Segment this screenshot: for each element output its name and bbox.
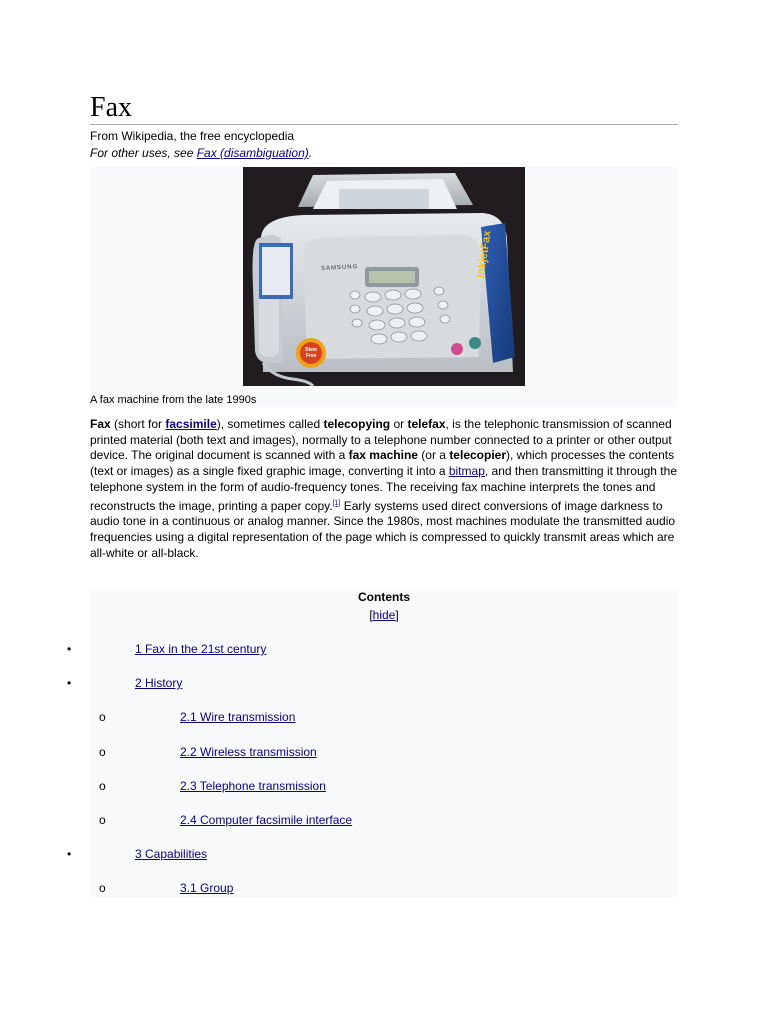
toc-item[interactable]: 2 History [135,676,183,690]
fax-machine-image [243,167,525,386]
toc-item[interactable]: 2.1 Wire transmission [180,710,296,724]
toc-hide-link[interactable]: hide [372,608,396,622]
figure-caption: A fax machine from the late 1990s [90,394,257,406]
fax-side-label: InkjetFax [475,229,494,279]
toc-bullet: • [67,847,72,861]
bracket: [ [369,608,373,622]
bitmap-link[interactable]: bitmap [448,464,485,479]
term-telefax: telefax [407,417,446,431]
site-tagline: From Wikipedia, the free encyclopedia [90,129,295,143]
toc-subbullet: o [99,881,106,895]
bracket: ] [395,608,399,622]
fax-brand-label: SAMSUNG [320,264,359,272]
hatnote-suffix: . [308,146,313,160]
reference-link[interactable]: [1] [332,499,341,507]
toc-bullet: • [67,676,72,690]
toc-bullet: • [67,642,72,656]
toc-item[interactable]: 2.2 Wireless transmission [180,745,317,759]
text: (short for [110,417,166,431]
infobox-figure [90,167,678,407]
toc-subbullet: o [99,779,106,793]
text: , and then transmitting it through the telephone system in the form of audio-frequency tones. The receiving fax machine interprets the tones and reconstructs the image, printing a paper copy. [90,464,677,513]
disambiguation-link[interactable]: Fax (disambiguation) [196,146,309,160]
term-fax-machine: fax machine [348,448,418,463]
toc-item[interactable]: 3.1 Group [180,881,234,895]
hatnote [90,145,678,161]
toc-item[interactable]: 1 Fax in the 21st century [135,642,267,656]
toc-subbullet: o [99,710,106,724]
term-telecopier: telecopier [449,448,507,463]
toc-title: Contents [358,590,410,604]
fax-sticker-label: Stew Free [305,347,317,359]
intro-paragraph [90,417,678,561]
text: (or a [417,448,450,463]
term-fax: Fax [90,417,111,431]
term-telecopying: telecopying [323,417,391,431]
toc-toggle [90,608,678,622]
text: ), which processes the contents (text or images) as a single fixed graphic image, converting it into a [90,448,675,479]
toc-subbullet: o [99,813,106,827]
hatnote-prefix: For other uses, see [90,146,197,160]
text: ), sometimes called [216,417,324,431]
toc-item[interactable]: 2.4 Computer facsimile interface [180,813,353,827]
text: Early systems used direct conversions of image darkness to audio tone in a continuous or analog manner. Since the 1980s, most machines modulate the transmitted audio frequencies using a digital representation of the page which is compressed to quickly transmit areas which are all-white or all-black. [90,498,676,560]
text: or [390,417,408,431]
article [90,92,678,561]
toc-item[interactable]: 2.3 Telephone transmission [180,779,326,793]
text: , is the telephonic transmission of scanned printed material (both text and images), normally to a telephone number connected to a printer or other output device. The original document is scanned with a [90,417,672,463]
toc-item[interactable]: 3 Capabilities [135,847,208,861]
toc-subbullet: o [99,745,106,759]
page-title: Fax [90,92,132,123]
title-divider [90,124,678,125]
facsimile-link[interactable]: facsimile [165,417,217,431]
